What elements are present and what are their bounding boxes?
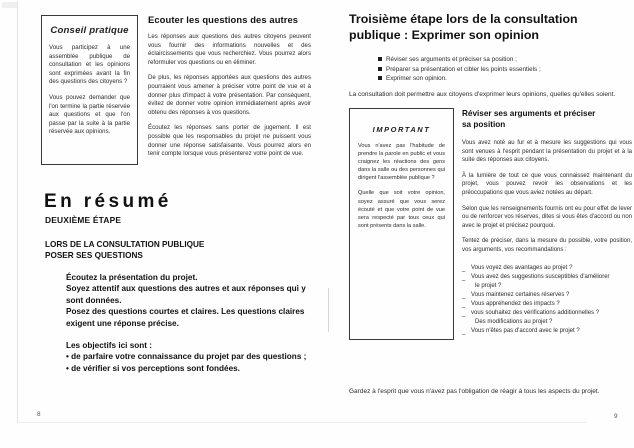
steps-bullet-list	[378, 55, 628, 84]
bullet-item	[378, 55, 628, 65]
square-bullet-icon	[378, 57, 382, 61]
dash-list-item	[462, 291, 632, 300]
section-heading: Ecouter les questions des autres	[148, 14, 299, 25]
reviser-arguments-section	[462, 108, 632, 336]
objective-item: • de vérifier si vos perceptions sont fondées.	[66, 363, 240, 373]
square-bullet-icon	[378, 76, 382, 80]
conseil-pratique-title: Conseil pratique	[50, 25, 129, 36]
bullet-item	[378, 74, 628, 84]
conseil-paragraph: Vous participez à une assemblée publique de consultation et les opinions sont exprimées avant la fin des questions des citoyens ?	[49, 44, 130, 86]
important-box	[349, 108, 454, 340]
bullet-item	[378, 65, 628, 75]
summary-statement: Posez des questions courtes et claires. Les questions claires exigent une réponse précise.	[66, 307, 305, 328]
dash-list-item	[462, 264, 632, 273]
bullet-label: Préparer sa présentation et cibler les points essentiels ;	[386, 65, 541, 73]
subsection-paragraph: Vous avez noté au fur et à mesure les suggestions qui vous sont venues à l'esprit pendant la présentation du projet et à la suite des réponses aux citoyens.	[462, 140, 632, 164]
summary-statement: Écoutez la présentation du projet.	[66, 273, 198, 282]
dash-item-continuation: le projet ?	[475, 282, 502, 289]
dash-item-text-wrap	[471, 291, 632, 300]
summary-block-statements	[66, 272, 314, 329]
subsection-heading	[462, 108, 632, 130]
summary-block-objectives	[66, 340, 314, 374]
subsection-paragraph: À la lumière de tout ce que vous connaissez maintenant du projet, vous pouvez revoir les observations et les préoccupations que vous aviez notées au départ.	[462, 172, 632, 196]
dash-item-text: Vous avez des suggestions susceptibles d'améliorer	[471, 273, 610, 280]
important-paragraph: Quelle que soit votre opinion, soyez assuré que vous serez écouté et que votre point de vue sera respecté par tous ceux qui sont présents dans la salle.	[358, 190, 445, 229]
conseil-paragraph: Vous pouvez demander que l'on termine la partie réservée aux questions et que l'on passe par la suite à la partie réservée aux opinions.	[49, 93, 130, 136]
dash-bullet-icon: _	[462, 266, 466, 273]
square-bullet-icon	[378, 67, 382, 71]
dash-item-text: Vous n'êtes pas d'accord avec le projet ?	[471, 327, 580, 334]
subsection-paragraph: Tentez de préciser, dans la mesure du possible, votre position, vos arguments, vos recommandations :	[462, 238, 632, 253]
dash-list-item	[462, 300, 632, 309]
dash-item-text-wrap	[471, 300, 632, 309]
summary-context	[45, 239, 204, 261]
subsection-heading-line-2: sa position	[462, 120, 506, 129]
dash-item-text-wrap	[471, 264, 632, 273]
page-number-right: 9	[614, 413, 618, 420]
right-page-title-line-2: publique : Exprimer son opinion	[349, 28, 539, 42]
section-paragraph: Écoutez les réponses sans porter de jugement. Il est possible que les responsables du projet ne puissent vous donner une réponse satisfaisante. Vous pourrez alors en tenir compte lorsque vous présenterez votre point de vue.	[148, 124, 311, 158]
important-paragraph: Vous n'avez pas l'habitude de prendre la parole en public et vous craignez les réactions des gens dans la salle ou des personnes qui dirigent l'assemblée publique ?	[358, 143, 445, 182]
summary-context-line-2: POSER SES QUESTIONS	[45, 251, 143, 260]
dash-bullet-icon: _	[462, 302, 466, 309]
dash-item-text-wrap	[471, 327, 632, 336]
dash-bullet-icon: _	[462, 329, 466, 336]
page-number-left: 8	[37, 411, 41, 418]
summary-context-line-1: LORS DE LA CONSULTATION PUBLIQUE	[45, 240, 205, 249]
subsection-heading-line-1: Réviser ses arguments et préciser	[462, 109, 596, 118]
ecouter-section	[148, 14, 311, 166]
section-paragraph: De plus, les réponses apportées aux questions des autres pourraient vous amener à préciser votre point de vue et à donner plus d'impact à votre présentation. Par conséquent, évitez de donner votre opinion immédiatement après avoir obtenu des réponses à vos questions.	[148, 74, 311, 116]
summary-body	[66, 272, 314, 374]
right-page-intro: La consultation doit permettre aux citoyens d'exprimer leurs opinions, quelles qu'elles soient.	[349, 91, 616, 98]
dash-item-continuation: Des modifications au projet ?	[475, 318, 553, 325]
dash-list-item	[462, 327, 632, 336]
en-resume-subtitle: DEUXIÈME ÉTAPE	[45, 215, 122, 225]
dash-item-text: Vous maintenez certaines réserves ?	[471, 291, 570, 298]
dash-bullet-icon: _	[462, 275, 466, 282]
right-page-footer-note: Gardez à l'esprit que vous n'avez pas l'obligation de réagir à tous les aspects du projet.	[349, 388, 600, 395]
objective-item: • de parfaire votre connaissance du projet par des questions ;	[66, 352, 307, 362]
dash-list-item	[462, 309, 632, 327]
section-paragraph: Les réponses aux questions des autres citoyens peuvent vous fournir des informations nouvelles et des éclaircissements que vous recherchiez. Vous pourrez alors reformuler vos questions ou en éliminer.	[148, 33, 311, 66]
dash-bullet-icon: _	[462, 293, 466, 300]
right-page-title-line-1: Troisième étape lors de la consultation	[349, 12, 578, 26]
en-resume-title: En résumé	[44, 191, 172, 212]
dash-bullet-icon: _	[462, 311, 466, 318]
right-page-title	[349, 11, 632, 43]
subsection-paragraph: Selon que les renseignements fournis ont eu pour effet de lever ou de renforcer vos réserves, dites si vous êtes d'accord ou non avec le projet et précisez pourquoi.	[462, 205, 632, 229]
summary-statement: Soyez attentif aux questions des autres et aux réponses qui y sont données.	[66, 284, 306, 305]
bullet-label: Exprimer son opinion.	[386, 75, 447, 83]
right-page	[340, 0, 634, 448]
dash-item-text-wrap	[471, 309, 632, 327]
dash-item-text-wrap	[471, 273, 632, 291]
question-dash-list	[462, 264, 632, 336]
dash-list-item	[462, 273, 632, 291]
important-box-title: IMPORTANT	[372, 125, 431, 134]
dash-item-text: Vous voyez des avantages au projet ?	[471, 264, 573, 271]
conseil-pratique-box	[41, 15, 138, 165]
dash-item-text: Vous appréhendez des impacts ?	[471, 300, 560, 307]
dash-item-text: vous souhaitez des vérifications additionnelles ?	[471, 309, 600, 316]
objectives-intro: Les objectifs ici sont :	[66, 341, 152, 351]
bullet-label: Réviser ses arguments et préciser sa position ;	[386, 56, 517, 63]
